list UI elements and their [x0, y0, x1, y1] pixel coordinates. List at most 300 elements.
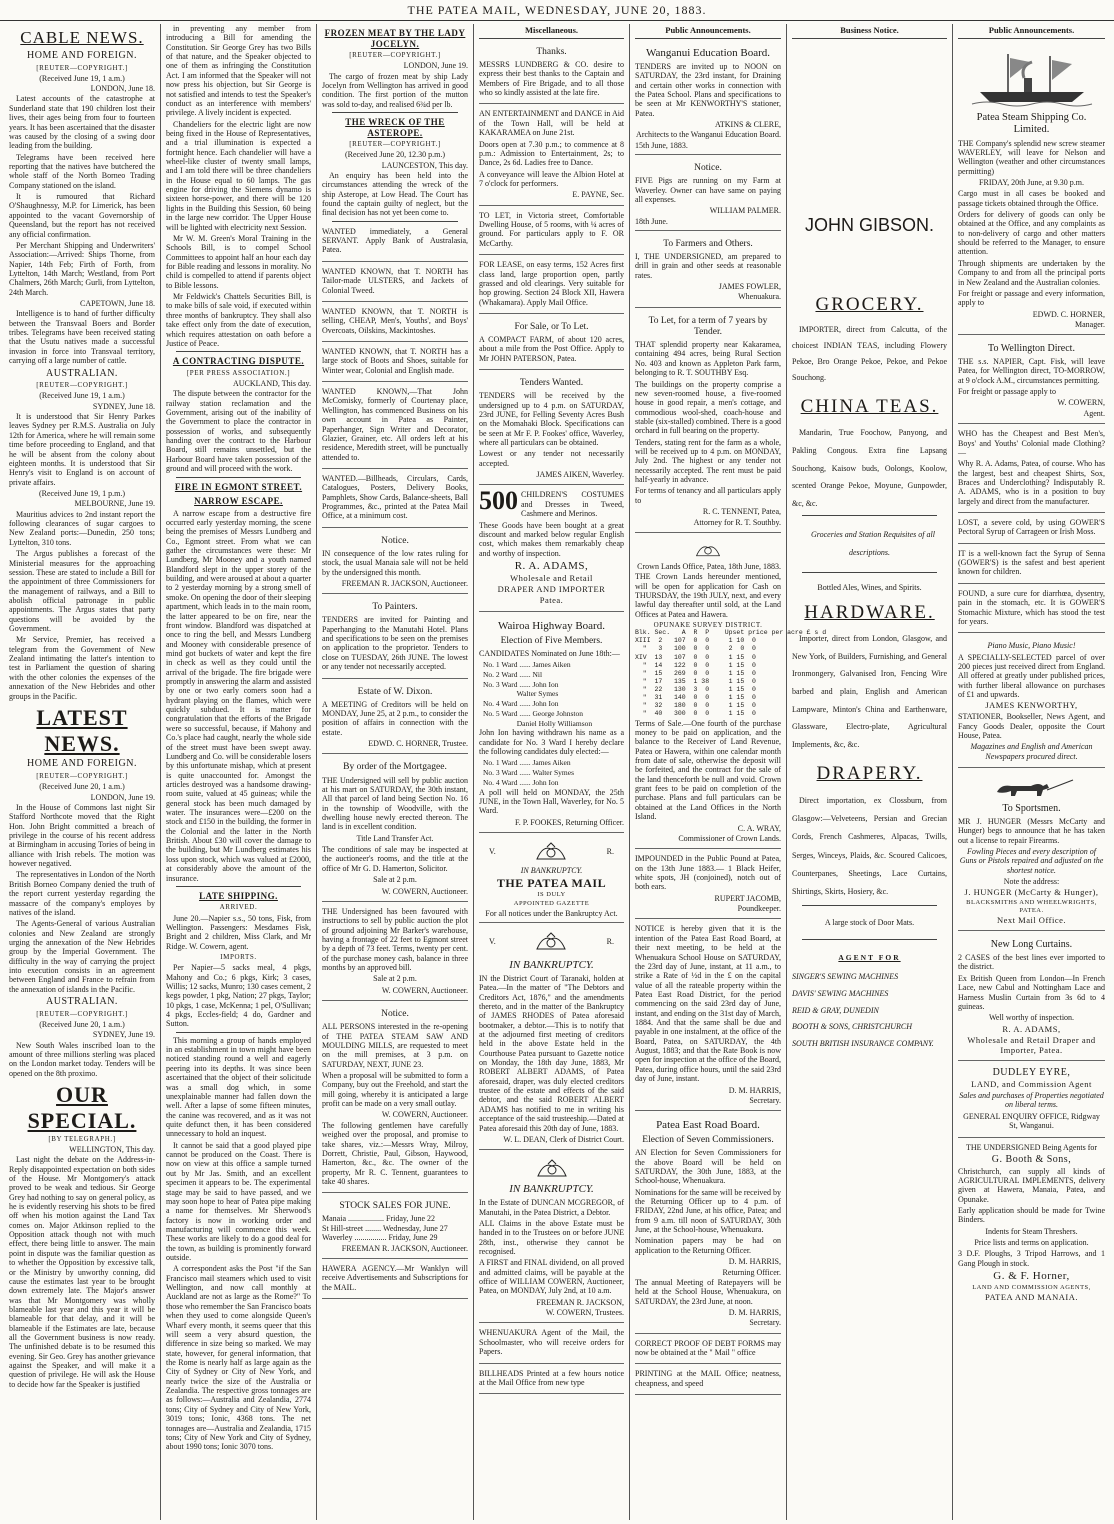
- article-paragraph: The cargo of frozen meat by ship Lady Jocelyn from Wellington has arrived in good condition. The first portion of the mutton was sold to-day, and realised 6¾d per lb.: [322, 71, 468, 109]
- article-paragraph: Mr Feldwick's Chattels Securities Bill, is to make bills of sale void, if executed within three months of bankruptcy. They shall also take effect only from the date of execution, which requires attestation on oath before a Justice of Peace.: [166, 292, 311, 348]
- dateline: SYDNEY, June 19.: [92, 1030, 155, 1040]
- ad-text: MESSRS LUNDBERG & CO. desire to express their best thanks to the Captain and Members of Fire Brigade, and to all those who so kindly assisted at the late fire.: [479, 60, 624, 98]
- ad-signature: D. M. HARRIS,: [728, 1257, 781, 1267]
- article-paragraph: Latest accounts of the catastrophe at Sunderland state that 190 children lost their lives, their ages being from four to fourteen years. It has been ascertained that the disaster was caused by the closing of a swing door leading from the building.: [9, 94, 155, 151]
- ad-text: Doors open at 7.30 p.m.; to commence at 8 p.m.: Admission to Entertainment, 2s; to Dance, 2s 6d. Ladies free to Dance.: [479, 139, 624, 168]
- ad-signature: W. COWERN, Auctioneer.: [381, 985, 468, 995]
- subhead-home-foreign: HOME AND FOREIGN.: [27, 758, 137, 770]
- article-paragraph: It is understood that Sir Henry Parkes leaves Sydney per R.M.S. Australia on July 12th for America, where he will remain some time before proceeding to England, and that he will be absent from the colony about eighteen months. It is understood that Sir Henry's visit to England is on account of private affairs.: [9, 412, 155, 487]
- ad-signature: Attorney for R. T. Southby.: [693, 517, 781, 527]
- ad-signature: JAMES AIKEN, Waverley.: [536, 470, 624, 480]
- divider: [332, 112, 458, 113]
- dateline: MELBOURNE, June 19.: [74, 499, 155, 509]
- ad-text: Why R. A. Adams, Patea, of course. Who has the largest, best and cheapest Shirts, Sox, Braces and Underclothing? Indisputably R. A. ADAMS, who is in a position to buy largely and direct from the manufacturer.: [958, 459, 1105, 506]
- ad-subheading: Election of Seven Commissioners.: [642, 1135, 774, 1146]
- ad-signature: F. P. FOOKES, Returning Officer.: [515, 817, 624, 827]
- education-board-ad: [635, 42, 781, 155]
- article-paragraph: This morning a group of hands employed in an establishment in town might have been noticed standing round a well and eagerly peering into its depths. It was since been ascertained that the object of their solicitude was a small dog which, in some unexplainable manner had fallen down the well. After a lapse of some fifteen minutes, the canine was recovered, and as it was not quite defunct then, it has been considered unnecessary to hold an inquest.: [166, 1035, 311, 1139]
- implements-ad: [958, 1141, 1105, 1308]
- ad-text: IMPOUNDED in the Public Pound at Patea, on the 13th June 1883.— 1 Black Heifer, white spots, JH (conjoined), notch out of both ears.: [635, 854, 781, 892]
- land-agent-ad: [958, 1064, 1105, 1137]
- ward-line: No. 4 Ward ...... John Ion: [483, 699, 559, 708]
- for-sale-ad: [479, 317, 624, 370]
- section-heading-china-teas: CHINA TEAS.: [800, 396, 939, 418]
- ad-text: Sales and purchases of Properties negotiated on liberal terms.: [959, 1091, 1104, 1110]
- ad-text: WANTED KNOWN, that T. NORTH is selling, CHEAP, Men's, Youths', and Boys' Overcoats, Oilskins, Mackintoshes.: [322, 306, 468, 335]
- ad-text: The annual Meeting of Ratepayers will be held at the School House, Whenuakura, on SATURDAY, the 23rd June, at noon.: [635, 1277, 781, 1306]
- ad-text: THE UNDERSIGNED Being Agents for: [965, 1142, 1098, 1152]
- classified-ad: [958, 547, 1105, 584]
- divider: [332, 221, 458, 222]
- rate-notice-ad: [635, 922, 781, 1111]
- ad-text: TENDERS are invited for Painting and Paperhanging to the Manutahi Hotel. Plans and specifications to be seen on the premises on application to the proprietor. Tenders to close on TUESDAY, 26th JUNE. The lowest or any tender not necessarily accepted.: [322, 615, 468, 672]
- ad-text: THE Company's splendid new screw steamer WAVERLEY, will leave for Nelson and Wellington (weather and other circumstances permitting): [958, 138, 1105, 176]
- ad-signature: BLACKSMITHS AND WHEELWRIGHTS, PATEA.: [966, 899, 1097, 914]
- ad-heading: IN BANKRUPTCY.: [520, 866, 583, 876]
- dateline: LONDON, June 18.: [90, 84, 155, 94]
- ad-text: IT is a well-known fact the Syrup of Senna (GOWER'S) is the safest and best aperient known for children.: [958, 548, 1105, 577]
- ad-text: 3 D.F. Ploughs, 3 Tripod Harrows, and 1 Gang Plough in stock.: [958, 1249, 1105, 1268]
- ad-text: GENERAL ENQUIRY OFFICE, Ridgway St, Wanganui.: [963, 1111, 1100, 1131]
- classified-ad: [958, 587, 1105, 633]
- tenders-ad: [479, 373, 624, 485]
- classified-ad: [322, 1262, 468, 1299]
- article-paragraph: Mr W. M. Green's Moral Training in the Schools Bill, is to compel School Committees to appoint half an hour each day for Bible reading and lessons in morality. No child is compelled to attend if parents object to Bible lessons.: [166, 233, 311, 290]
- ad-text: Well worthy of inspection.: [988, 1013, 1075, 1023]
- thanks-ad: [479, 42, 624, 105]
- headline-late-shipping: LATE SHIPPING.: [199, 890, 278, 901]
- ward-line: Walter Symes: [483, 689, 559, 699]
- masthead: THE PATEA MAIL, WEDNESDAY, JUNE 20, 1883.: [0, 0, 1114, 21]
- ad-text: Christchurch, can supply all kinds of AGRICULTURAL IMPLEMENTS, delivery given at Hawera, Manaia, Patea, and Opunake.: [958, 1166, 1105, 1204]
- ad-text: CORRECT PROOF OF DEBT FORMS may now be obtained at the " Mail " office: [635, 1338, 781, 1358]
- ad-signature: W. COWERN, Trustees.: [545, 1308, 624, 1318]
- ad-text: IMPORTER, direct from Calcutta, of the choicest INDIAN TEAS, including Flowery Pekoe, Bro Orange Pekoe, Pekoe, and Pekoe Souchong.: [792, 325, 947, 383]
- steamship-icon: [972, 48, 1092, 108]
- costumes-ad: [479, 488, 624, 611]
- arrived-label: ARRIVED.: [219, 903, 258, 912]
- subhead-australian: AUSTRALIAN.: [46, 996, 118, 1008]
- royal-crest-icon: [533, 931, 569, 953]
- ad-text: Groceries and Station Requisites of all descriptions.: [811, 530, 935, 557]
- ad-signature: LAND, and Commission Agent: [971, 1079, 1092, 1090]
- headline-fire: FIRE IN EGMONT STREET.: [174, 481, 303, 492]
- dateline: SYDNEY, June 18.: [92, 401, 155, 411]
- steam-shipping-ad: [958, 42, 1105, 335]
- ward-line: No. 3 Ward ...... Walter Symes: [483, 768, 575, 778]
- ad-text: Sale at 2 p.m.: [373, 974, 417, 984]
- ad-signature: FREEMAN R. JACKSON,: [536, 1297, 624, 1307]
- headline-wreck: THE WRECK OF THE ASTEROPE.: [345, 117, 445, 138]
- ad-signature: JAMES FOWLER,: [718, 282, 781, 292]
- article-paragraph: It is rumoured that Richard O'Shaughnessy, M.P. for Limerick, has been appointed to the vacant Governorship of Queensland, but the report has not received any official confirmation.: [9, 192, 155, 239]
- ad-signature: W. COWERN,: [1057, 398, 1105, 408]
- column-cable-news: [4, 24, 161, 1520]
- ad-text: CANDIDATES Nominated on June 18th:—: [479, 648, 620, 658]
- ad-text: A FIRST and FINAL dividend, on all proved and admitted claims, will be payable at the office of WILLIAM COWERN, Auctioneer, Patea, on MONDAY, July 2nd, at 10 a.m.: [479, 1258, 624, 1296]
- ad-signature: Wholesale and Retail Draper and Importer, Patea.: [967, 1034, 1096, 1055]
- ad-text: WHO has the Cheapest and Best Men's, Boys' and Youths' Colonial made Clothing?—: [958, 429, 1105, 457]
- farmers-ad: [635, 234, 781, 308]
- ad-signature: EDWD. C. HORNER, Trustee.: [368, 739, 468, 749]
- article-paragraph: In the House of Commons last night Sir Stafford Northcote moved that the Right Hon. John Bright committed a breach of privilege in the course of his recent address at Birmingham in accusing Tories of being in alliance with Irish rebels. The motion was however negatived.: [9, 802, 155, 869]
- spacer: [792, 42, 947, 207]
- section-heading-drapery: DRAPERY.: [816, 763, 923, 785]
- dateline: WELLINGTON, This day.: [69, 1144, 155, 1154]
- article-paragraph: Per Napier—5 sacks meal, 4 pkgs, Mahony and Co.; 6 pkgs, Kirk; 3 cases, Willis; 12 sacks, Munro; 130 cases cement, 2 kegs powder, 1 pkg, Nation; 27 pkgs, Taylor; 10 pkgs, 1 case, McKenna; 1 pel, O'Sullivan; 4 pkgs, Eccles-field; 4 do, Gardner and Sutton.: [166, 963, 311, 1029]
- article-paragraph: A correspondent asks the Post "if the San Francisco mail steamers which used to visit Wellington, and now call monthly at Auckland are not as large as the Rome?" To those who remember the San Francisco boats when they used to come alongside Queen's Wharf every month, it seems queer that this will seem a very absurd question, the difference in size being so marked. We may state, however, for general information, that the Rome is nearly half as large again as the City of Sydney or City of New York, and nearly twice the size of the Australia or Zealandia. The respective gross tonnages are as follows:—Australia and Zealandia, 2774 tons; City of Sydney and City of New York, 3019 tons; Ionic, 4368 tons. The net tonnages are—Australia and Zealandia, 1715 tons; City of New York and City of Sydney, about 1990 tons; Ionic 3070 tons.: [166, 1264, 311, 1452]
- dateline: LONDON, June 19.: [403, 61, 468, 71]
- divider: [802, 515, 937, 516]
- classified-ad: [322, 305, 468, 342]
- ad-signature: J. HUNGER (McCarty & Hunger),: [964, 887, 1099, 898]
- ad-text: THE Undersigned will sell by public auction at his mart on SATURDAY, the 30th instant, All that parcel of land being Section No. 16 in the township of Woodville, with the dwelling house newly erected thereon. The land is in excellent condition.: [322, 775, 468, 832]
- ward-line: No. 5 Ward ...... George Johnston: [483, 708, 583, 718]
- sportsmen-ad: [958, 771, 1105, 931]
- ad-text: Bottled Ales, Wines, and Spirits.: [817, 582, 922, 592]
- ad-text: PRINTING at the MAIL Office; neatness, cheapness, and speed: [635, 1369, 781, 1388]
- ad-heading: Notice.: [381, 535, 409, 546]
- ad-text: A large stock of Door Mats.: [824, 917, 915, 927]
- ad-signature: E. PAYNE, Sec.: [572, 190, 624, 200]
- ad-heading: By order of the Mortgagee.: [343, 762, 447, 773]
- agent-item: BOOTH & SONS, CHRISTCHURCH: [792, 1022, 913, 1032]
- subhead-narrow-escape: NARROW ESCAPE.: [194, 496, 283, 507]
- ad-text: Importer, direct from London, Glasgow, and New York, of Builders, Furnishing, and General Ironmongery, Galvanised Iron, Fencing Wire barbed and plain, English and American Lampware, Minton's China and Earthenware, Glassware, Electro-plate, Agricultural Implements, &c, &c.: [792, 634, 947, 749]
- royal-crest-icon: [534, 1158, 570, 1180]
- ad-text: A COMPACT FARM, of about 120 acres, about a mile from the Post Office. Apply to Mr JOHN PATERSON, Patea.: [479, 335, 624, 363]
- article-paragraph: The dispute between the contractor for the railway station reclamation and the Government, arising out of the inability of the Government to place the contractor in possession of works, and subsequently handing over the contract to the Harbour Board, still remains unsettled, but the Harbour Board have taken possession of the ground and will proceed with the work.: [166, 389, 311, 474]
- ad-text: Direct importation, ex Clossburn, from Glasgow:—Velveteens, Persian and Grecian Cords, French Cashmeres, Alpacas, Twills, Serges, Winceys, Plaids, &c. Scoured Calicoes, Counterpanes, Sheetings, Lace Curtains, Shirtings, Skirts, Hosiery, &c.: [792, 795, 947, 897]
- article-paragraph: Mauritius advices to 2nd instant report the following clearances of sugar cargoes to New Zealand ports:—Dunedin, 250 tons; Lyttelton, 310 tons.: [9, 509, 155, 547]
- classified-ad: [322, 225, 468, 262]
- classified-ad: [479, 1326, 624, 1363]
- ad-text: For freight or passage and every information, apply to: [958, 288, 1105, 308]
- ad-date: 15th June, 1883.: [635, 140, 688, 150]
- stock-sale-line: St Hill-street ........ Wednesday, June 27: [322, 1223, 448, 1233]
- ad-signature: Wholesale and Retail: [510, 572, 593, 583]
- ad-text: Lowest or any tender not necessarily accepted.: [479, 449, 624, 468]
- ad-text: Through shipments are undertaken by the Company to and from all the principal ports in New Zealand and the Australian colonies.: [958, 258, 1105, 287]
- bankruptcy-notice: [479, 1153, 624, 1323]
- ad-signature: C. A. WRAY,: [737, 823, 781, 833]
- ad-heading: Tenders Wanted.: [519, 378, 584, 389]
- road-board-ad: [635, 1114, 781, 1333]
- ad-text: John Ion having withdrawn his name as a candidate for No. 3 Ward I hereby declare the following candidates duly elected:—: [479, 728, 624, 756]
- ad-text: Ex British Queen from London—In French Lace, new Cabul and Nottingham Lace and Harness Muslin Curtain from 3s 6d to 4 guineas.: [958, 973, 1105, 1011]
- ad-heading: Piano Music, Piano Music!: [987, 641, 1076, 651]
- ad-text: FOR LEASE, on easy terms, 152 Acres first class land, large proportion open, partly grassed and old clearings. Very suitable for hop growing. Section 24 Block XII, Hawera (Whakamara). Apply Mail Office.: [479, 260, 624, 307]
- classified-ad: [635, 1337, 781, 1365]
- ad-text: AN ENTERTAINMENT and DANCE in Aid of the Town Hall, will be held at KAKARAMEA on June 21st.: [479, 109, 624, 138]
- curtains-ad: [958, 934, 1105, 1061]
- received-line: (Received June 20, 1 a.m.): [39, 1020, 125, 1030]
- ad-signature: R. A. ADAMS,: [1002, 1023, 1061, 1034]
- ad-text: Mandarin, True Foochow, Panyong, and Pakling Congous. Extra fine Lapsang Souchong, Kaisow buds, Oolongs, Koolow, scented Orange Pekoe, Moyune, Gunpowder, &c, &c.: [792, 428, 947, 508]
- ad-heading: Wairoa Highway Board.: [498, 619, 605, 632]
- wairoa-board-ad: [479, 615, 624, 833]
- ad-text: Nomination papers may be had on application to the Returning Officer.: [635, 1236, 781, 1255]
- painters-ad: [322, 597, 468, 678]
- ad-text: TENDERS will be received by the undersigned up to 4 p.m. on SATURDAY, 23rd JUNE, for Felling Seventy Acres Bush on the Momahaki Block. Specifications can be seen at Mr F. P. Fookes' office, Waverley, where all particulars can be obtained.: [479, 391, 624, 448]
- ad-text: ALL PERSONS interested in the re-opening of THE PATEA STEAM SAW AND MOULDING MILLS, are requested to meet on the mill premises, at 3 p.m. on SATURDAY, NEXT, JUNE 23.: [322, 1022, 468, 1069]
- piano-music-ad: [958, 636, 1105, 768]
- received-line: (Received June 19, 1 a.m.): [39, 73, 125, 83]
- ad-signature: PATEA AND MANAIA.: [985, 1291, 1078, 1302]
- ad-heading: Estate of W. Dixon.: [357, 686, 433, 697]
- article-paragraph: A narrow escape from a destructive fire occurred early yesterday morning, the scene being the premises of Messrs Lundberg and Co., Egmont street. From what we can gather the circumstances were these: Mr Lundberg, Mr Mooney and a youth named Blandford slept in the upper storey of the building, and were aroused at about a quarter to 2 yesterday morning by a strong smell of smoke. On opening the door of their sleeping apartment, which leads in to the main room, the latter appeared to be on fire, near the front window. Blandford was dispatched at once to ring the bell, and Messrs Lundberg and Mooney with considerable presence of mind got buckets of water and kept the fire in check as well as they could until the arrival of the brigade. The fire brigade were promptly in answering the alarm and assisted by one or two early comers soon had a hydrant playing on the flames, which were quickly subdued. It is matter for congratulation that the efforts of the Brigade were so successful, because, if Mahony and Co.'s place had caught, nearly the whole side of the street must have been swept away. Lundberg and Co. will be considerable losers by this unfortunate mishap, which at present is quite unaccounted for. Amongst the articles destroyed was a handsome drawing-room suite, valued at 45 guineas; while the general stock has been much damaged by water. The insurances were—£200 on the stock and £150 in the building, the former in the Colonial and the latter in the North British. About £30 will cover the damage to the building, but Mr Lundberg estimates his loss upon stock, which was valued at £2000, at considerably above the amount of the insurance.: [166, 508, 311, 883]
- royal-crest-icon: [533, 841, 569, 863]
- mill-notice-ad: [322, 1004, 468, 1193]
- ad-heading: Thanks.: [536, 46, 567, 57]
- ad-signature: Returning Officer.: [722, 1267, 781, 1277]
- stock-sale-line: Waverley ................ Friday, June 29: [322, 1233, 438, 1243]
- ad-signature: D. M. HARRIS,: [728, 1307, 781, 1317]
- divider: [802, 572, 937, 573]
- article-paragraph: Intelligence is to hand of further difficulty between the Transvaal Boers and Border tribes. Telegrams have been received stating that the Usutu natives made a successful invasion in force into Transvaal territory, carrying off a large number of cattle.: [9, 309, 155, 366]
- ad-text: The following gentlemen have carefully weighed over the proposal, and promise to take shares, viz.:—Messrs Wray, Milroy, Dorrett, Christie, Paul, Gibson, Haywood, Hamerton, &c., &c. The owner of the property, Mr R. C. Tennent, guarantees to take 40 shares.: [322, 1120, 468, 1186]
- ad-text: THAT splendid property near Kakaramea, containing 494 acres, being Rural Section No. 403 and known as Appleton Park farm, belonging to R. T. SOUTHBY Esq.: [635, 340, 781, 378]
- ad-signature: G. & F. Horner,: [993, 1270, 1070, 1283]
- ad-text: The conditions of sale may be inspected at the auctioneer's rooms, and the title at the office of Mr G. D. Hamerton, Solicitor.: [322, 845, 468, 873]
- ad-subheading: Election of Five Members.: [500, 635, 603, 646]
- ad-signature: Agent.: [1083, 408, 1105, 418]
- ad-text: TO LET, in Victoria street, Comfortable Dwelling House, of 5 rooms, with ¼ acres of ground. For particulars apply to F. OR McCarthy.: [479, 210, 624, 248]
- crest-letter: V.: [489, 847, 496, 857]
- divider: [176, 477, 301, 478]
- ad-heading: Notice.: [694, 163, 722, 174]
- ad-text: Tenders, stating rent for the farm as a whole, will be received up to 4 p.m. on MONDAY, July 2nd. The highest or any tender not necessarily accepted. The rent must be paid half-yearly in advance.: [635, 437, 781, 485]
- article-paragraph: June 20.—Napier s.s., 50 tons, Fisk, from Wellington. Passengers: Mesdames Fisk, Bright and 2 children, Miss Clark, and Mr Ridge. W. Cowern, agent.: [166, 913, 311, 951]
- article-paragraph: Last night the debate on the Address-in-Reply disappointed expectation on both sides of the House. Mr Montgomery's attack proved to be weak and tedious. Sir George Grey had nothing to say on general policy, as he is evidently reserving his shots to be fired off when his motion against the Land Tax comes on. Major Atkinson replied to the Opposition attack though not with much effect, there being little to answer. The main point in dispute was the familiar question as to whether the Opposition by excessive talk, or the Ministry by unworthy conning, did cause the estimates last year to be brought down extremely late. The Major's answer was that Mr Montgomery was wholly blameable last year and this year it will be blameable for that delay, and it will be blameable if the Estimates are late, because all the Government business is now ready. The unfinished debate is to be resumed this evening. Sir Geo. Grey has another grievance against the Speaker, and will make it a question of privilege. He will ask the House to decide how far the Speaker is justified: [9, 1155, 155, 1389]
- headline-cable-news: CABLE NEWS.: [20, 28, 144, 47]
- ad-signature: FREEMAN R. JACKSON, Auctioneer.: [341, 1243, 468, 1253]
- ward-line: No. 2 Ward ...... Nil: [483, 669, 543, 679]
- column-heading: Public Announcements.: [958, 24, 1105, 39]
- ad-heading: STOCK SALES FOR JUNE.: [339, 1201, 451, 1212]
- entertainment-ad: [479, 107, 624, 205]
- stock-sale-line: Manaia .................. Friday, June 22: [322, 1214, 436, 1224]
- ward-line: No. 1 Ward ...... James Aiken: [483, 758, 571, 768]
- ad-text: Magazines and English and American Newspapers procured direct.: [970, 742, 1093, 761]
- article-paragraph: The Argus publishes a forecast of the Ministerial measures for the approaching session. These are stated to include a Bill for the appointment of three Commissioners for the management of railways, and a Bill to abolish official patronage in public appointments. The Argus states that party questions will be avoided by the Government.: [9, 549, 155, 634]
- gazette-title: THE PATEA MAIL: [496, 876, 607, 891]
- column-public-announcements-2: [953, 24, 1110, 1520]
- ad-signature: ATKINS & CLERE,: [715, 119, 781, 129]
- wellington-direct-ad: [958, 338, 1105, 424]
- article-paragraph: The representatives in London of the North British Borneo Company denied the truth of the report current yesterday regarding the massacre of the company's employes by natives of the island.: [9, 870, 155, 917]
- ad-heading: IN BANKRUPTCY.: [509, 1183, 594, 1196]
- column-business-notice: [787, 24, 953, 1520]
- ad-text: WANTED immediately, a General SERVANT. Apply Bank of Australasia, Patea.: [322, 226, 468, 255]
- ad-heading: To Let, for a term of 7 years by Tender.: [648, 315, 768, 337]
- ad-text: IN the District Court of Taranaki, holden at Patea.—In the matter of "The Debtors and Creditors Act, 1876," and the amendments thereto, and in the matter of the Bankruptcy of JAMES RHODES of Patea aforesaid bootmaker, a debtor.—This is to notify that at the adjourned first meeting of creditors held in the above Estate held in the Courthouse Patea pursuant to Gazette notice on Monday, the 18th day June, 1883, Mr ROBERT ALBERT ADAMS, of Patea aforesaid, draper, was duly elected creditors trustee of the estate and effects of the said debtor, and the said ROBERT ALBERT ADAMS has notified to me in writing his acceptance of the said trusteeship.—Dated at Patea aforesaid this 20th day of June, 1883.: [479, 973, 624, 1133]
- land-table: XIII 2 107 0 0 1 10 0 " 3 100 0 0 2 0 0 XIV 13 107 0 0 1 15 0 " 14 122 0 0 1 15 0 " 15 269 0 0 1 15 0 " 17 135 1 38 1 15 0 " 22 130 3 0 1 15 0 " 31 140 0 0 1 15 0 " 32 180 0 0 1 15 0 " 40 300 0 0 1 15 0: [635, 637, 756, 718]
- ad-heading: Patea Steam Shipping Co. Limited.: [976, 111, 1087, 136]
- ad-text: A conveyance will leave the Albion Hotel at 7 o'clock for performers.: [479, 169, 624, 188]
- reuter-tag: [REUTER—COPYRIGHT.]: [36, 381, 128, 390]
- to-let-ad: [479, 209, 624, 255]
- classified-ad: [958, 516, 1105, 544]
- divider: [176, 886, 301, 887]
- ad-text: WANTED.—Billheads, Circulars, Cards, Catalogues, Posters, Delivery Books, Pamphlets, Show Cards, Balance-sheets, Ball Programmes, &c., printed at the Patea Mail Office, at a minimum cost.: [322, 473, 468, 521]
- dateline: CAPETOWN, June 18.: [80, 299, 155, 309]
- article-paragraph: An enquiry has been held into the circumstances attending the wreck of the ship Asterope, at Low Head. The Court has found the captain guilty of neglect, but the final decision has not yet been come to.: [322, 170, 468, 218]
- ward-line: No. 4 Ward ...... John Ion: [483, 777, 559, 787]
- received-line: (Received June 20, 1 a.m.): [39, 782, 125, 792]
- ad-text: WANTED KNOWN,—That John McComisky, formerly of Courtenay place, Wellington, has commenced Business on his own account in Patea as Painter, Paperhanger, Sign Writer and Decorator, Glazier, Grainer, etc. All orders left at his residence, Meredith street, will be punctually attended to.: [322, 387, 468, 462]
- estate-ad: [322, 682, 468, 755]
- stock-sales-ad: [322, 1196, 468, 1259]
- press-tag: [PER PRESS ASSOCIATION.]: [186, 368, 291, 377]
- column-heading: Public Announcements.: [635, 24, 781, 39]
- ad-text: Nominations for the same will be received by the Returning Officer up to 4 p.m. of FRIDAY, 22nd June, at his office, Patea; and from 9 a.m. till noon of SATURDAY, 30th June, at the School-house, Whenuakura.: [635, 1187, 781, 1235]
- article-paragraph: in preventing any member from introducing a Bill for amending the Constitution. Sir George Grey has two Bills of that nature, and the Speaker objected to one of them as infringing the Constitution Act. I am informed that the Speaker will not now press his objection, but Sir George is not satisfied and intends to test the Speaker's conduct as an interference with members' privilege. A lively incident is expected.: [166, 24, 311, 118]
- land-table-header: Blk. Sec. A R P Upset price per acre £ s d: [635, 629, 827, 637]
- agent-item: DAVIS' SEWING MACHINES: [792, 988, 889, 998]
- district-label: OPUNAKE SURVEY DISTRICT.: [653, 621, 763, 630]
- ad-text: A SPECIALLY-SELECTED parcel of over 200 pieces just received direct from England. All offered at greatly under published prices, with further liberal allowance on purchases of £1 and upwards.: [958, 652, 1105, 700]
- ad-signature: Whenuakura.: [738, 292, 781, 302]
- classified-ad: [322, 472, 468, 528]
- imports-label: IMPORTS.: [220, 953, 257, 962]
- reuter-tag: [REUTER—COPYRIGHT.]: [349, 51, 441, 60]
- ad-signature: G. Booth & Sons,: [991, 1153, 1072, 1165]
- ad-text: The buildings on the property comprise a new seven-roomed house, a five-roomed house in good repair, a men's cottage, and commodious wool-shed, coach-house and stable (six-stalled) combined. There is a good orchard in full bearing on the property.: [635, 379, 781, 436]
- pigs-notice-ad: [635, 158, 781, 231]
- gazette-line: APPOINTED GAZETTE: [513, 900, 590, 907]
- royal-crest-icon: [693, 541, 723, 559]
- ad-signature: DUDLEY EYRE,: [992, 1067, 1071, 1079]
- headline-our-special: OUR SPECIAL.: [27, 1082, 137, 1133]
- ad-signature: Manager.: [1075, 319, 1105, 329]
- notice-ad: [322, 531, 468, 595]
- ad-signature: Next Mail Office.: [996, 914, 1066, 925]
- ad-text: FIVE Pigs are running on my Farm at Waverley. Owner can have same on paying all expenses.: [635, 176, 781, 204]
- classified-ad: [635, 1367, 781, 1395]
- ad-text: In the Estate of DUNCAN MCGREGOR, of Manutahi, in the Patea District, a Debtor.: [479, 1198, 624, 1217]
- headline-frozen-meat: FROZEN MEAT BY THE LADY JOCELYN.: [324, 28, 466, 49]
- column-miscellaneous: [474, 24, 630, 1520]
- ad-text: WHENUAKURA Agent of the Mail, the Schoolmaster, who will receive orders for Papers.: [479, 1328, 624, 1357]
- reuter-tag: [REUTER—COPYRIGHT.]: [36, 63, 128, 72]
- ad-heading: Patea East Road Board.: [656, 1119, 760, 1132]
- ad-signature: WILLIAM PALMER.: [709, 206, 781, 216]
- ad-text: IN consequence of the low rates ruling for stock, the usual Manaia sale will not be held by the undersigned this month.: [322, 548, 468, 577]
- ad-signature: Architects to the Wanganui Education Board.: [636, 130, 781, 140]
- ad-text: FRIDAY, 20th June, at 9.30 p.m.: [979, 177, 1084, 187]
- ad-text: FOUND, a sure cure for diarrhœa, dysentry, pain in the stomach, etc. It is GOWER'S Stomachic Mixture, which has stood the test for years.: [958, 588, 1105, 626]
- ad-signature: R. C. TENNENT, Patea,: [702, 507, 781, 517]
- agent-item: REID & GRAY, DUNEDIN: [792, 1005, 879, 1015]
- ad-signature: Secretary.: [749, 1318, 781, 1328]
- classified-ad: [322, 265, 468, 302]
- section-heading-hardware: HARDWARE.: [804, 601, 935, 623]
- ad-signature: FREEMAN R. JACKSON, Auctioneer.: [341, 578, 468, 588]
- ad-text: Sale at 2 p.m.: [373, 875, 417, 885]
- ad-text: THE s.s. NAPIER, Capt. Fisk, will leave Patea, for Wellington direct, TO-MORROW, at 9 o'clock A.M., circumstances permitting.: [958, 357, 1105, 385]
- bankruptcy-notice: [479, 926, 624, 1150]
- agent-list: [792, 969, 947, 1053]
- ward-line: No. 1 Ward ...... James Aiken: [483, 660, 571, 669]
- reuter-tag: [REUTER—COPYRIGHT.]: [349, 140, 441, 149]
- ad-signature: Poundkeeper.: [737, 904, 781, 914]
- for-lease-ad: [479, 258, 624, 314]
- ad-text: Orders for delivery of goods can only be obtained at the Office, and any complaints as to non-delivery of cargo and other matters should be referred to the Manager, to ensure attention.: [958, 210, 1105, 257]
- ad-text: LOST, a severe cold, by using GOWER'S Pectoral Syrup of Carrageen or Irish Moss.: [958, 518, 1105, 537]
- subhead-australian: AUSTRALIAN.: [46, 367, 118, 379]
- ad-text: A MEETING of Creditors will be held on MONDAY, June 25, at 2 p.m., to consider the position of affairs in connection with the estate.: [322, 699, 468, 737]
- headline-latest-news: LATEST NEWS.: [36, 704, 128, 756]
- ad-heading: IN BANKRUPTCY.: [509, 958, 594, 971]
- divider: [176, 351, 301, 352]
- gazette-line: For all notices under the Bankruptcy Act.: [485, 908, 618, 918]
- spacer: [792, 244, 947, 284]
- ad-text: Fowling Pieces and every description of Guns or Pistols repaired and adjusted on the shortest notice.: [959, 846, 1104, 875]
- ad-text: THE Crown Lands hereunder mentioned, will be open for application for Cash on THURSDAY, the 19th JULY, next, and every lawful day thereafter until sold, at the Land Offices at Patea and Hawera.: [635, 572, 781, 619]
- divider: [802, 905, 937, 906]
- ad-text: Terms of Sale.—One fourth of the purchase money to be paid on application, and the balance to the Receiver of Land Revenue, Patea or Hawera, within one calendar month from date of sale, otherwise the deposit will be forfeited, and the contract for the sale of the land thenceforth be null and void. Crown grant fees to be paid on completion of the purchase. Plans and full particulars can be obtained at the Land Offices in the North Island.: [635, 718, 781, 822]
- big-number: 500: [479, 486, 518, 516]
- ad-heading: Notice.: [381, 1009, 409, 1020]
- crest-letter: V.: [489, 937, 496, 947]
- business-name: JOHN GIBSON.: [804, 214, 934, 235]
- article-paragraph: New South Wales inscribed loan to the amount of three millions sterling was placed on the London market today. Tenders will be opened on the 8th proximo.: [9, 1040, 155, 1078]
- ad-signature: Patea.: [539, 594, 564, 605]
- classified-ad: [322, 385, 468, 469]
- headline-contracting-dispute: A CONTRACTING DISPUTE.: [172, 356, 305, 367]
- article-paragraph: The Agents-General of various Australian colonies and New Zealand are strongly urging the annexation of the New Hebrides group by the Imperial Government. The difficulty in the way of carrying the project into execution consists in an agreement between England and France to refrain from the annexation of islands in the Pacific.: [9, 919, 155, 994]
- ad-heading: Wanganui Education Board.: [645, 46, 771, 59]
- column-news-continued: [161, 24, 317, 1520]
- ad-text: Cargo must in all cases be booked and passage tickets obtained through the Office.: [958, 189, 1105, 208]
- ad-heading: To Farmers and Others.: [663, 238, 753, 249]
- reuter-tag: [REUTER—COPYRIGHT.]: [36, 772, 128, 781]
- ad-signature: R. A. ADAMS,: [514, 560, 589, 572]
- classified-ad: [479, 1367, 624, 1395]
- ad-dateline: Crown Lands Office, Patea, 18th June, 1883.: [637, 561, 781, 571]
- ad-text: These Goods have been bought at a great discount and marked below regular English cost, which makes them remarkably cheap and worthy of inspection.: [479, 520, 624, 558]
- article-paragraph: Mr Service, Premier, has received a telegram from the Government of New Zealand intimating the latter's intention to test in Parliament the question of sharing with the other colonies the expenses of the annexation of the New Hebrides and other groups in the Pacific.: [9, 635, 155, 701]
- column-heading: Miscellaneous.: [479, 24, 624, 39]
- hunting-dog-icon: [987, 776, 1077, 800]
- ad-signature: Secretary.: [749, 1095, 781, 1105]
- ad-signature: W. COWERN, Auctioneer.: [381, 886, 468, 896]
- ad-heading: To Sportsmen.: [1002, 803, 1061, 815]
- to-let-tender-ad: [635, 311, 781, 533]
- ad-text: I, THE UNDERSIGNED, am prepared to drill in grain and other seeds at reasonable rates.: [635, 252, 781, 280]
- ad-signature: EDWD. C. HORNER,: [1032, 309, 1105, 319]
- ward-line: No. 3 Ward ...... John Ion: [483, 679, 559, 689]
- column-public-announcements: [630, 24, 827, 1520]
- agent-item: SOUTH BRITISH INSURANCE COMPANY.: [792, 1039, 934, 1049]
- ad-date: 18th June.: [635, 216, 668, 226]
- impounded-ad: [635, 852, 781, 919]
- ad-signature: DRAPER AND IMPORTER: [497, 583, 606, 594]
- ad-text: Note the address:: [1003, 877, 1060, 887]
- agent-heading: AGENT FOR: [838, 953, 901, 963]
- ad-text: Early application should be made for Twine Binders.: [958, 1206, 1105, 1225]
- dateline: LAUNCESTON, This day.: [381, 160, 468, 170]
- ad-text: NOTICE is hereby given that it is the intention of the Patea East Road Board, at their next meeting, to be held at the Whenuakura School House on SATURDAY, the 23rd day of June, instant, at 11 a.m., to strike a Rate of ½d in the £ on the capital value of all the rateable property within the Patea East Road District, for the period commencing on the said 23rd day of June, instant, and ending on the 31st day of March, 1884. And that the same shall be due and payable in one instalment, at the office of the Board, Patea, on SATURDAY, the 4th August, 1883; and that the Rate Book is now open for inspection at the office of the Board, Patea, during office hours, until the said 23rd day of June, instant.: [635, 924, 781, 1084]
- dateline: AUCKLAND, This day.: [233, 378, 311, 388]
- ad-signature: RUPERT JACOMB,: [714, 893, 781, 903]
- article-paragraph: Per Merchant Shipping and Underwriters' Association:—Arrived: Ships Thorne, from Napier, 14th Feb; Firth of Forth, from Lyttelton, 14th March; Westland, from Port Chalmers, 26th March; Gurli, from Lyttelton, 24th March.: [9, 240, 155, 297]
- article-paragraph: Chandeliers for the electric light are now being fixed in the House of Representatives, and a trial illumination is expected a fortnight hence. Each chandelier will have a wheel-like cluster of twenty small lamps, and I am told there will be three chandeliers in the House equal to 60 lamps. The gas engine for driving the Siemens dynamo is sixteen horse-power, and there will be 120 lights in the Building this Session, 60 being in the large new corridor. The Upper House will be lighted with electricity next Session.: [166, 119, 311, 232]
- article-paragraph: It cannot be said that a good played pipe cannot be produced on the Coast. There is now on view at this office a sample turned out by Mr Jas. Smith, and an excellent specimen it appears to be. The experimental stage may be said to have passed, and we may soon hope to hear of Patea pipe making a name for themselves. Mr Sherwood's factory is now in working order and manufacturing will commence this week. These works are likely to do a good deal for the town, as building is prominently forward outside.: [166, 1140, 311, 1263]
- ad-text: THE Undersigned has been favoured with instructions to sell by public auction the plot of ground adjoining Mr Barker's warehouse, having a frontage of 22 feet to Egmont street by a depth of 73 feet. Terms, twenty per cent. of the purchase money cash, balance in three months by an approved bill.: [322, 906, 468, 973]
- subhead-home-foreign: HOME AND FOREIGN.: [27, 49, 137, 61]
